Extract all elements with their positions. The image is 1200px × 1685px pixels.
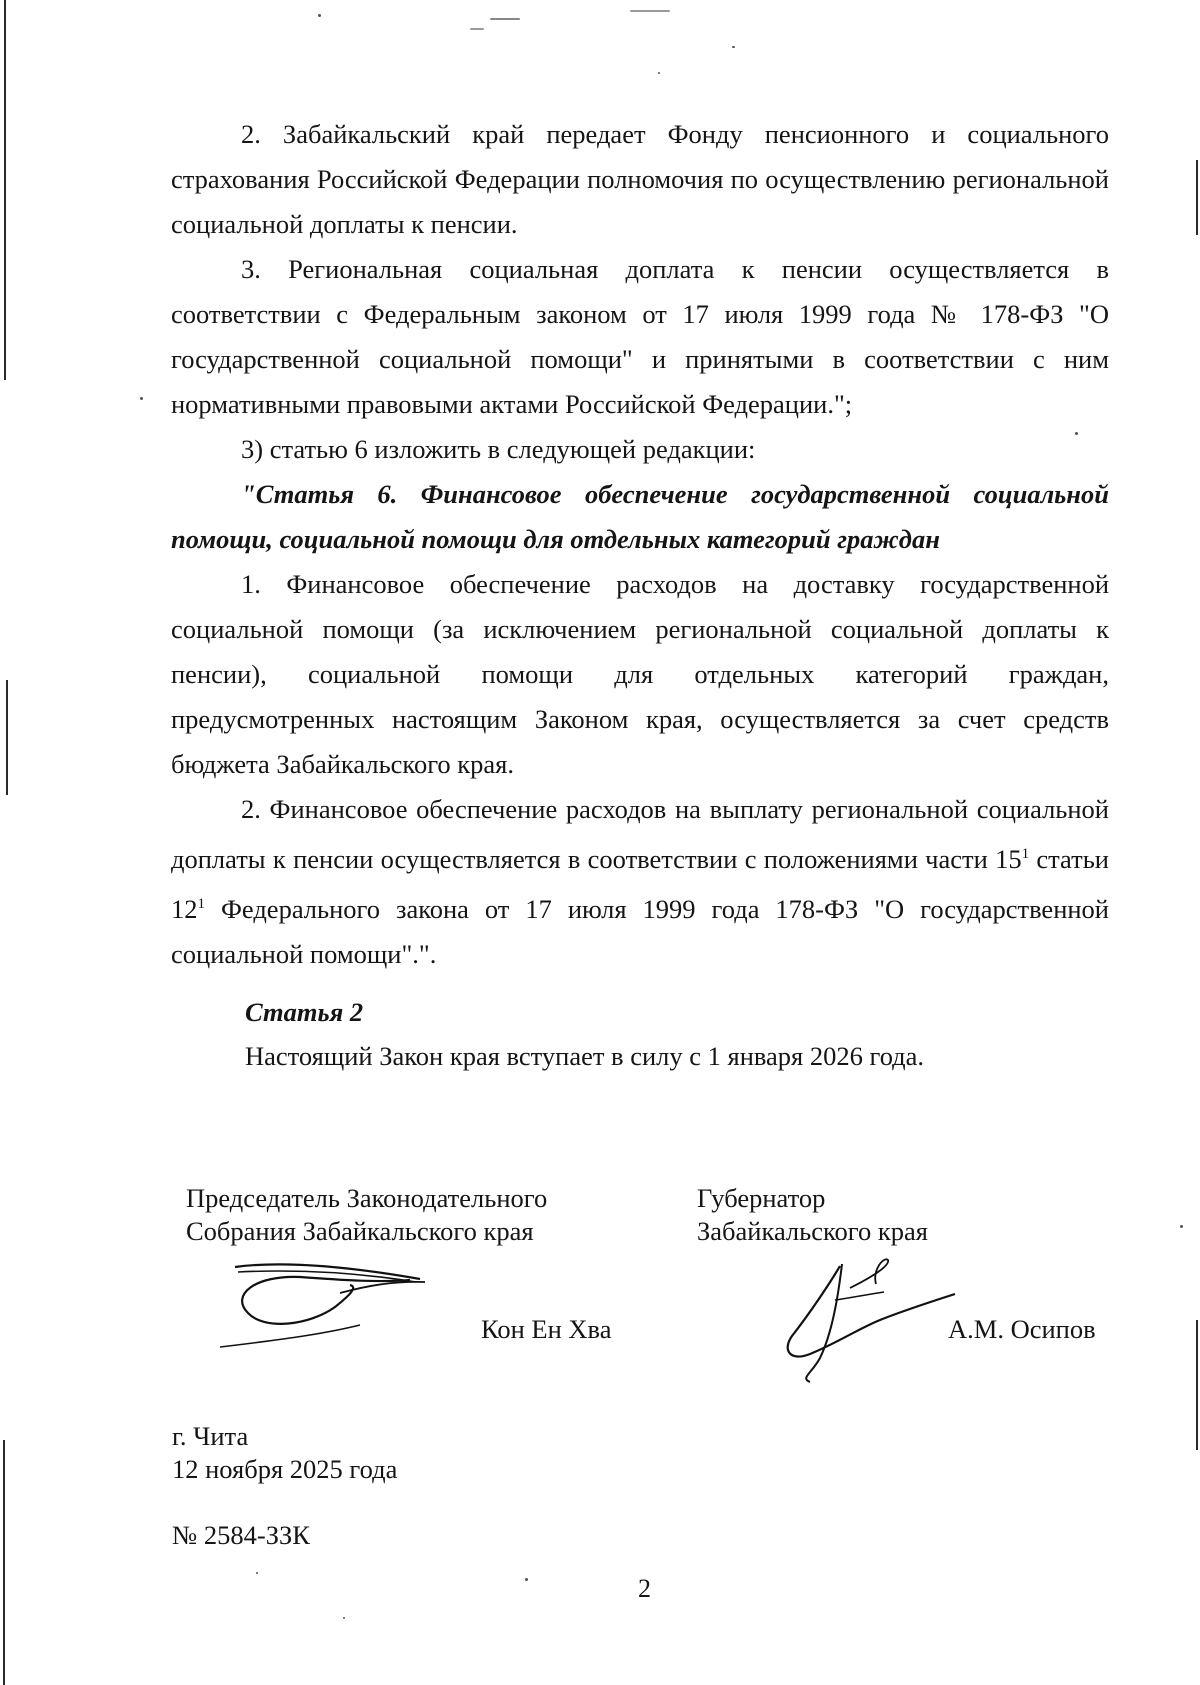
scan-edge-line-left [4, 0, 6, 380]
scan-speck [318, 14, 321, 17]
chairman-signature [210, 1255, 440, 1355]
scan-speck [140, 397, 143, 400]
scan-edge-line-left-bottom [3, 1440, 5, 1685]
chairman-title-line-1: Председатель Законодательного [186, 1183, 548, 1213]
article-6-part-2-text-b: статьи 12 [171, 843, 1109, 924]
page-number: 2 [638, 1574, 651, 1603]
place-and-date [172, 1420, 397, 1486]
chairman-name: Кон Ен Хва [481, 1314, 612, 1344]
governor-title [697, 1182, 928, 1248]
article-6-part-2-text-a: 2. Финансовое обеспечение расходов на выплату региональной социальной доплаты к пенсии осуществляется в соответствии с положениями части 15 [171, 794, 1109, 874]
chairman-title-line-2: Собрания Забайкальского края [186, 1216, 534, 1246]
paragraph-2: 2. Забайкальский край передает Фонду пенсионного и социального страхования Российской Федерации полномочия по осуществлению региональной социальной доплаты к пенсии. [171, 119, 1109, 239]
scan-speck [343, 1617, 345, 1619]
chairman-title [186, 1182, 547, 1248]
governor-name: А.М. Осипов [948, 1314, 1096, 1344]
scan-speck [525, 1578, 528, 1581]
superscript: 1 [197, 895, 205, 912]
law-number: № 2584-ЗЗК [172, 1520, 310, 1550]
scan-speck [490, 18, 520, 20]
article-6-part-2-text-c: Федерального закона от 17 июля 1999 года 178-ФЗ "О государственной социальной помощи".". [171, 893, 1109, 969]
article-6-part-2 [171, 787, 1109, 977]
scan-edge-line-right-bottom [1196, 1320, 1198, 1450]
scan-edge-line-left-lower [6, 680, 8, 795]
date: 12 ноября 2025 года [172, 1454, 398, 1484]
superscript: 1 [1021, 846, 1030, 862]
paragraph-3: 3. Региональная социальная доплата к пенсии осуществляется в соответствии с Федеральным законом от 17 июля 1999 года № 178-ФЗ "О государственной социальной помощи" и принятыми в соответствии с ним нормативными правовыми актами Российской Федерации."; [171, 254, 1109, 419]
place: г. Чита [172, 1421, 249, 1451]
governor-title-line-1: Губернатор [697, 1183, 826, 1213]
amendment-item-3: 3) статью 6 изложить в следующей редакции: [241, 434, 756, 464]
scan-speck [1180, 1225, 1183, 1228]
body-text [171, 112, 1109, 977]
scan-edge-line-right [1196, 160, 1198, 235]
scan-speck [470, 28, 484, 30]
article-6-heading: "Статья 6. Финансовое обеспечение государственной социальной помощи, социальной помощи для отдельных категорий граждан [171, 479, 1109, 554]
scan-speck [732, 46, 735, 48]
governor-signature [780, 1258, 960, 1388]
scan-speck [256, 1572, 258, 1574]
article-2-text: Настоящий Закон края вступает в силу с 1 января 2026 года. [245, 1041, 925, 1071]
article-2-title: Статья 2 [245, 997, 364, 1027]
scan-speck [630, 10, 670, 12]
article-6-part-1: 1. Финансовое обеспечение расходов на доставку государственной социальной помощи (за исключением региональной социальной доплаты к пенсии), социальной помощи для отдельных категорий граждан, предусмотренных настоящим Законом края, осуществляется за счет средств бюджета Забайкальского края. [171, 569, 1109, 779]
scan-speck [658, 72, 660, 74]
governor-title-line-2: Забайкальского края [697, 1216, 928, 1246]
